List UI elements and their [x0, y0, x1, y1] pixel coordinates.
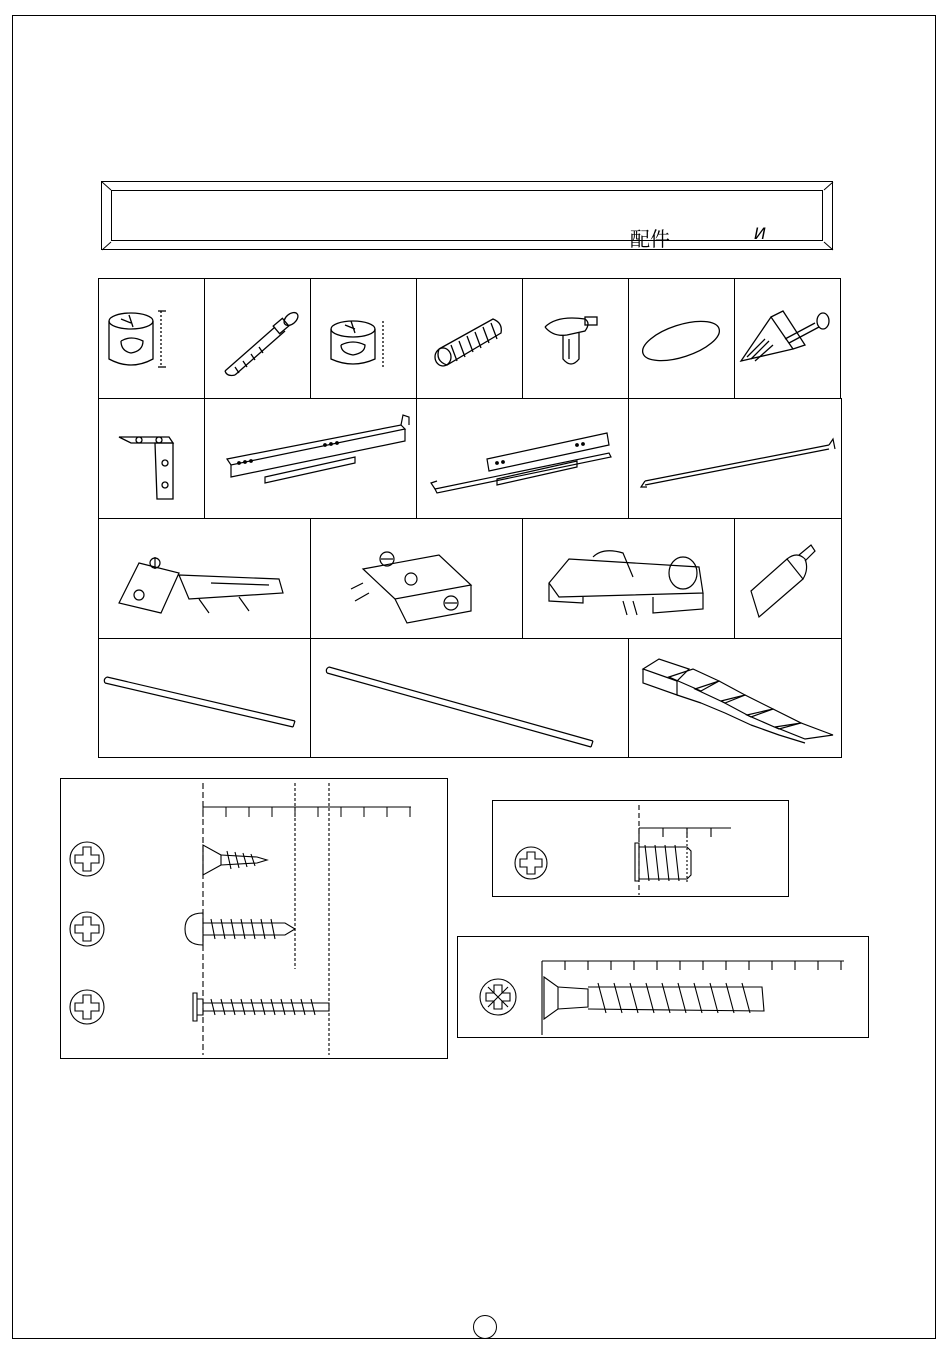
euro-screw-icon [515, 843, 691, 881]
part-cell [204, 398, 417, 519]
page-number-circle [473, 1315, 497, 1339]
part-cell [98, 398, 205, 519]
hinge-mounting-plate-icon [311, 519, 524, 640]
screw-gauge-confirmat [458, 937, 870, 1039]
long-pan-head-screw-icon [70, 990, 329, 1024]
cam-lock-icon [99, 279, 206, 400]
drawer-slide-left-icon [205, 399, 418, 520]
shelf-support-icon [523, 279, 630, 400]
part-cell [416, 398, 629, 519]
screw-gauge-euro [493, 801, 790, 898]
screw-panel-confirmat [457, 936, 869, 1038]
l-bracket-icon [99, 399, 206, 520]
leveling-shims-icon [629, 639, 843, 759]
part-cell [204, 278, 311, 399]
screw-panel-euro-screw [492, 800, 789, 897]
confirmat-screw-icon [480, 977, 764, 1019]
short-rail-icon [99, 639, 312, 759]
part-cell [734, 278, 841, 399]
cam-lock-small-icon [311, 279, 418, 400]
part-cell [98, 278, 205, 399]
hanging-rod-icon [629, 399, 843, 520]
part-cell [628, 398, 842, 519]
cam-bolt-icon [205, 279, 312, 400]
part-cell [98, 518, 311, 639]
wooden-dowel-icon [417, 279, 524, 400]
part-cell [416, 278, 523, 399]
pan-head-screw-icon [70, 912, 295, 946]
screw-gauge-left [61, 779, 449, 1060]
part-cell [522, 518, 735, 639]
part-cell [628, 638, 842, 758]
long-rail-icon [311, 639, 630, 759]
title-inner-frame [111, 190, 823, 251]
concealed-hinge-icon [99, 519, 312, 640]
corner-block-icon [735, 279, 842, 400]
drawer-slide-right-icon [417, 399, 630, 520]
hardware-parts-grid [98, 278, 842, 758]
cover-cap-icon [629, 279, 736, 400]
title-mark: И [754, 224, 766, 243]
part-cell [734, 518, 842, 639]
part-cell [628, 278, 735, 399]
glue-tube-icon [735, 519, 843, 640]
part-cell [310, 638, 629, 758]
screw-panel-wood-screws [60, 778, 448, 1059]
title-banner [101, 181, 833, 250]
page-title: 配件 [630, 227, 670, 251]
part-cell [522, 278, 629, 399]
part-cell [310, 278, 417, 399]
part-cell [310, 518, 523, 639]
hinge-adapter-icon [523, 519, 736, 640]
part-cell [98, 638, 311, 758]
countersunk-wood-screw-icon [70, 842, 267, 876]
